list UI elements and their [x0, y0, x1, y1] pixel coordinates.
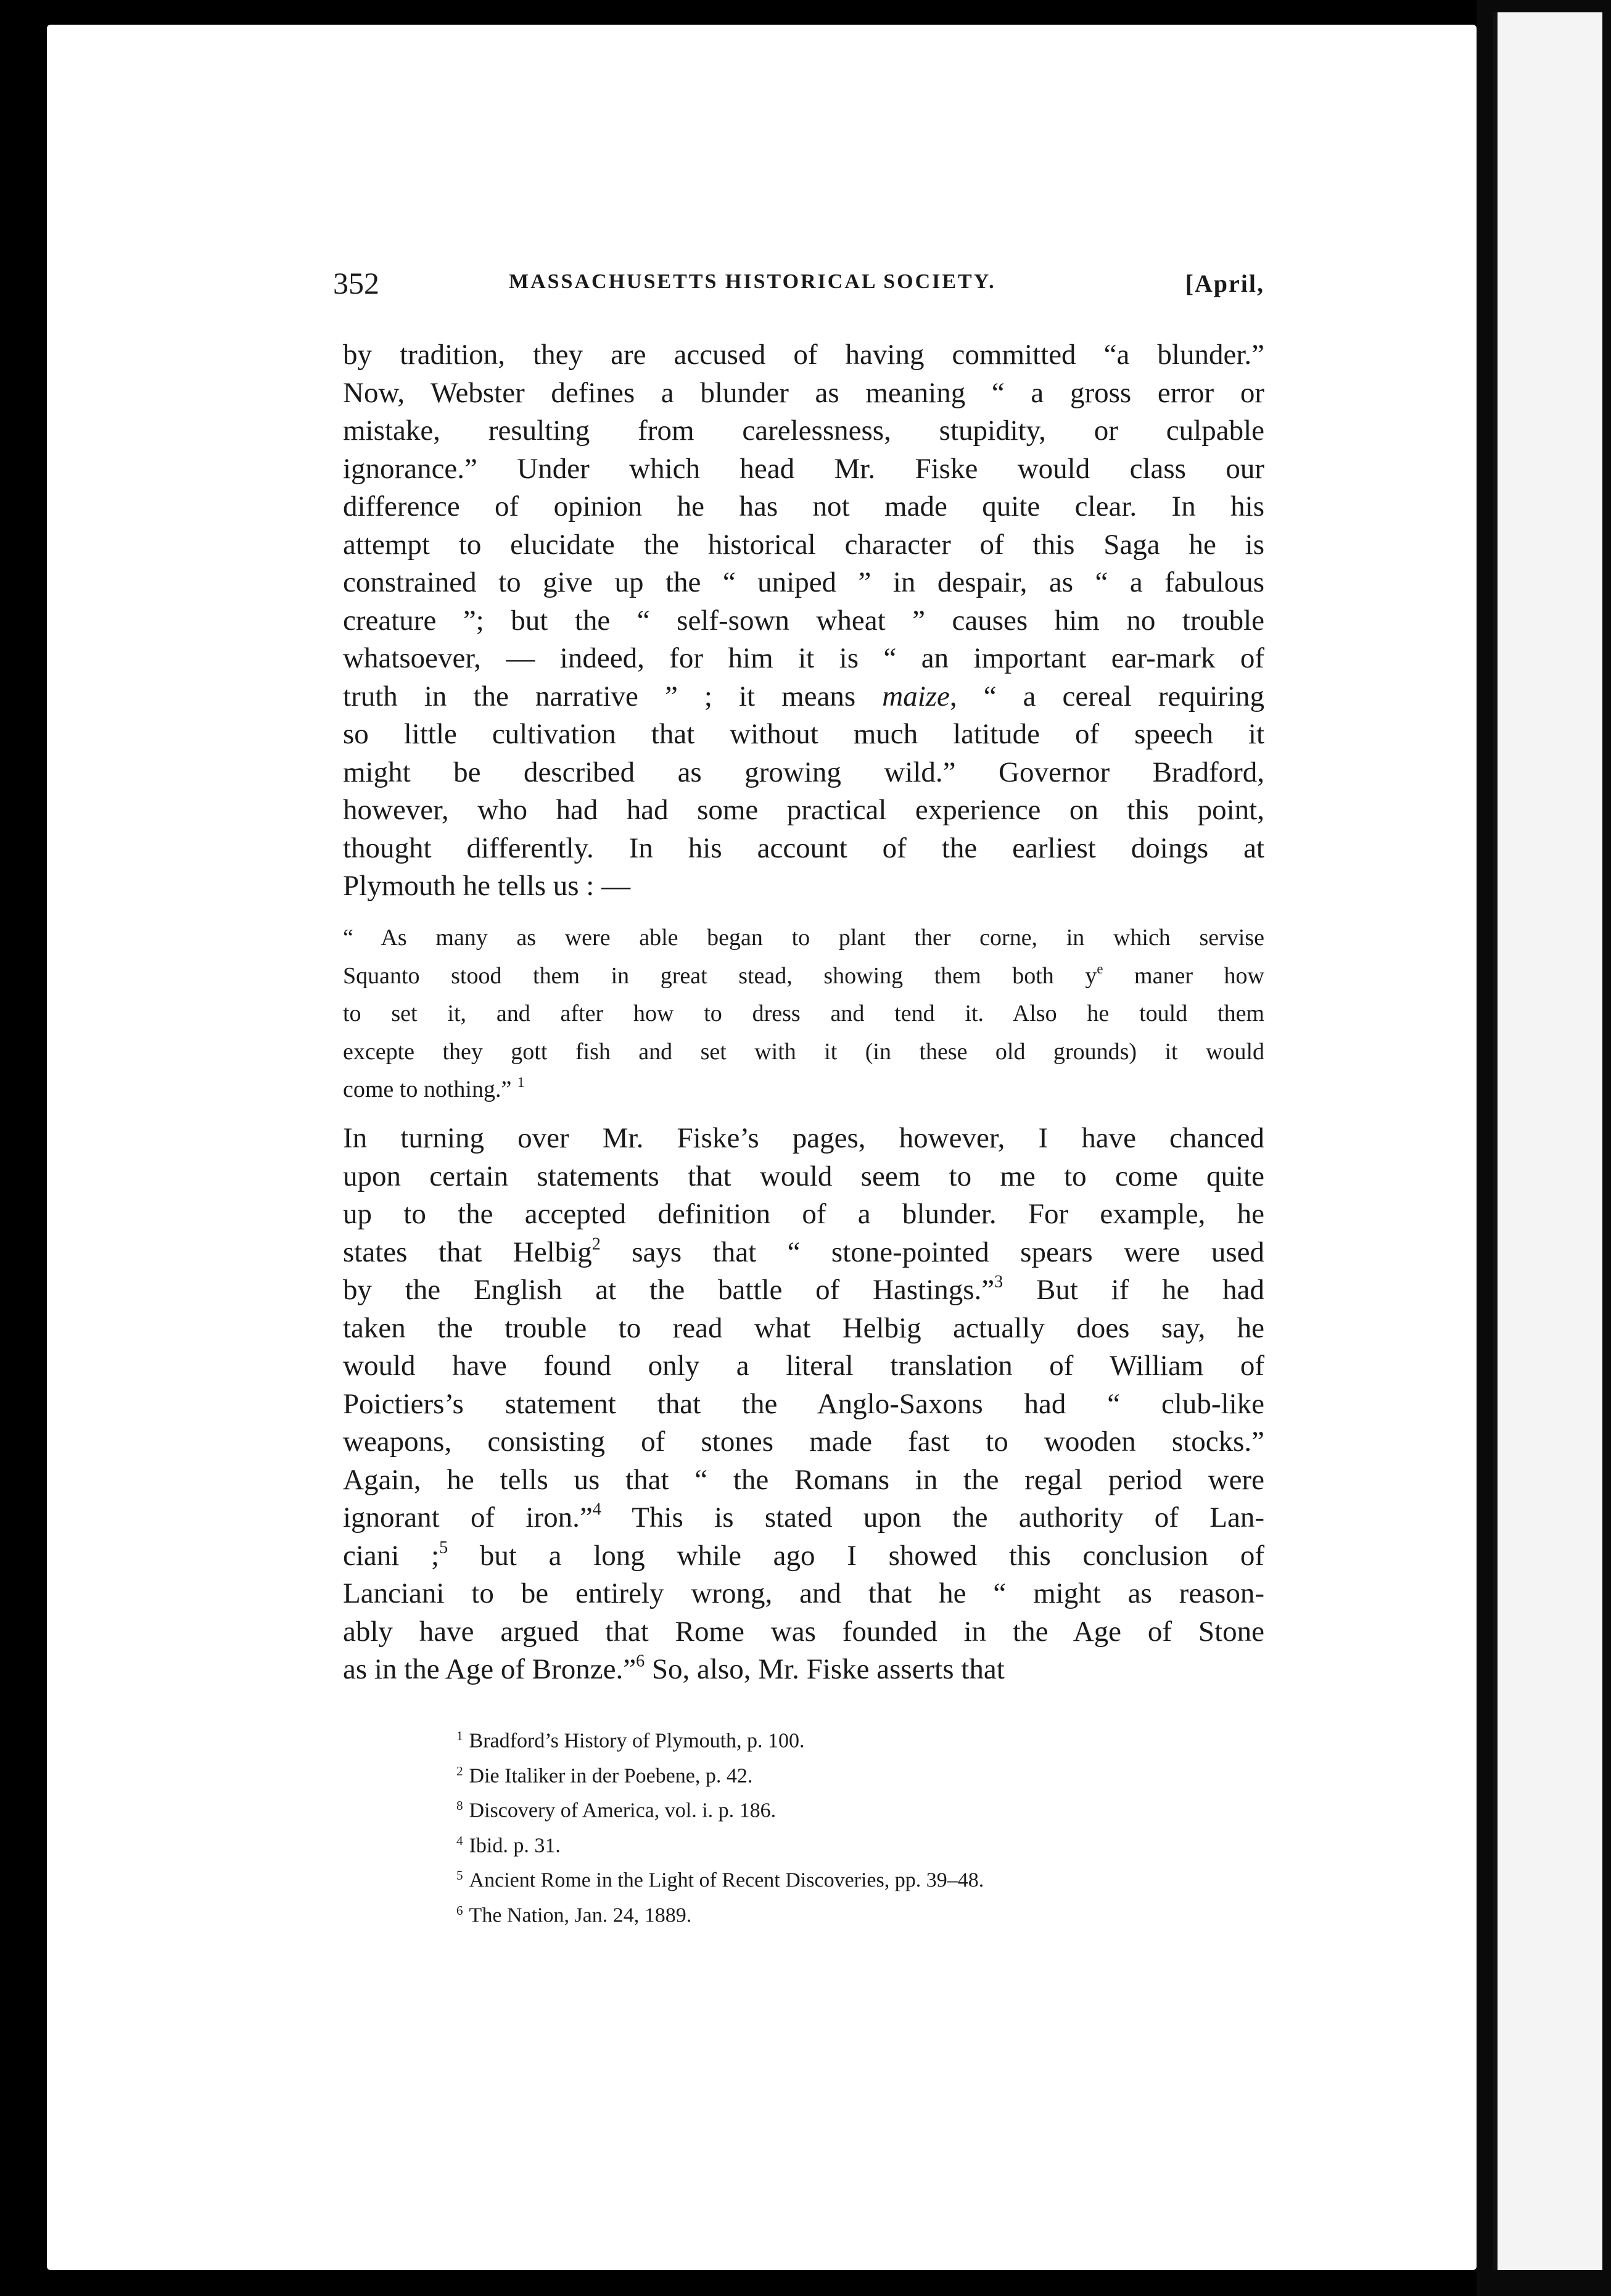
- text-line: In turning over Mr. Fiske’s pages, however, I have chanced: [343, 1122, 1264, 1154]
- text-line: Poictiers’s statement that the Anglo-Saxons had “ club-like: [343, 1387, 1264, 1420]
- text-run: , “ a cereal requiring: [949, 680, 1265, 712]
- quote-line: “ As many as were able began to plant ther corne, in which servise: [343, 925, 1264, 951]
- text-line: Plymouth he tells us : —: [343, 870, 631, 902]
- text-run: Squanto stood them in great stead, showing them both y: [343, 962, 1097, 989]
- text-line: attempt to elucidate the historical character of this Saga he is: [343, 528, 1264, 561]
- footnote-marker: 4: [592, 1500, 601, 1519]
- text-line: might be described as growing wild.” Governor Bradford,: [343, 756, 1264, 788]
- footnote: [456, 1756, 1258, 1791]
- footnote-number: 6: [456, 1902, 463, 1918]
- text-line: Lanciani to be entirely wrong, and that he “ might as reason-: [343, 1577, 1264, 1609]
- footnote-number: 1: [456, 1728, 463, 1743]
- running-date: [April,: [1185, 270, 1264, 297]
- text-line: up to the accepted definition of a blunder. For example, he: [343, 1198, 1264, 1230]
- text-run: but a long while ago I showed this conclusion of: [448, 1539, 1264, 1572]
- footnote-number: 8: [456, 1798, 463, 1814]
- text-line: by tradition, they are accused of having committed “a blunder.”: [343, 339, 1264, 371]
- block-quote: [343, 919, 1264, 1109]
- footnote: [456, 1791, 1258, 1826]
- text-line: ably have argued that Rome was founded in the Age of Stone: [343, 1615, 1264, 1648]
- text-run: by the English at the battle of Hastings.”: [343, 1274, 995, 1306]
- text-line: taken the trouble to read what Helbig actually does say, he: [343, 1311, 1264, 1344]
- footnotes: [456, 1721, 1258, 1931]
- text-run: maner how: [1103, 962, 1264, 989]
- paragraph-1: [343, 336, 1264, 906]
- text-line: [343, 1651, 1264, 1689]
- text-line: [343, 1234, 1264, 1272]
- running-head: [333, 265, 1264, 308]
- text-line: constrained to give up the “ uniped ” in despair, as “ a fabulous: [343, 566, 1264, 598]
- text-run: as in the Age of Bronze.”: [343, 1653, 637, 1685]
- text-run: come to nothing.”: [343, 1076, 517, 1102]
- footnote-text: Discovery of America, vol. i. p. 186.: [469, 1799, 777, 1822]
- italic-term: maize: [882, 680, 950, 712]
- text-run: states that Helbig: [343, 1236, 592, 1268]
- text-line: upon certain statements that would seem to me to come quite: [343, 1160, 1264, 1192]
- footnote-number: 5: [456, 1868, 463, 1883]
- footnote-text: Ancient Rome in the Light of Recent Discoveries, pp. 39–48.: [469, 1869, 984, 1892]
- text-line: Again, he tells us that “ the Romans in the regal period were: [343, 1463, 1264, 1496]
- text-run: says that “ stone-pointed spears were used: [600, 1236, 1264, 1268]
- text-line: whatsoever, — indeed, for him it is “ an important ear-mark of: [343, 642, 1264, 674]
- footnote-number: 2: [456, 1763, 463, 1778]
- text-line: [343, 1537, 1264, 1575]
- text-line: ignorance.” Under which head Mr. Fiske would class our: [343, 452, 1264, 485]
- text-line: [343, 678, 1264, 716]
- text-run: ciani ;: [343, 1539, 440, 1572]
- footnote-text: Ibid. p. 31.: [469, 1834, 561, 1857]
- footnote-marker: 5: [439, 1537, 448, 1557]
- footnote: [456, 1860, 1258, 1896]
- footnote: [456, 1721, 1258, 1756]
- text-line: mistake, resulting from carelessness, stupidity, or culpable: [343, 415, 1264, 447]
- text-run: This is stated upon the authority of Lan-: [601, 1501, 1264, 1534]
- text-line: creature ”; but the “ self-sown wheat ” causes him no trouble: [343, 604, 1264, 637]
- text-line: weapons, consisting of stones made fast to wooden stocks.”: [343, 1426, 1264, 1458]
- footnote-marker: e: [1097, 960, 1103, 977]
- footnote-number: 4: [456, 1833, 463, 1848]
- adjacent-page-edge: [1493, 12, 1602, 2270]
- text-line: Now, Webster defines a blunder as meaning “ a gross error or: [343, 376, 1264, 409]
- quote-line: to set it, and after how to dress and tend it. Also he tould them: [343, 1001, 1264, 1026]
- quote-line: [343, 1071, 1264, 1109]
- footnote-marker: 1: [517, 1075, 525, 1091]
- text-run: ignorant of iron.”: [343, 1501, 593, 1534]
- footnote-text: Bradford’s History of Plymouth, p. 100.: [469, 1729, 805, 1753]
- text-line: so little cultivation that without much latitude of speech it: [343, 718, 1264, 750]
- paragraph-2: [343, 1120, 1264, 1689]
- footnote: [456, 1826, 1258, 1861]
- footnote-text: Die Italiker in der Poebene, p. 42.: [469, 1764, 753, 1788]
- footnote-text: The Nation, Jan. 24, 1889.: [469, 1904, 692, 1927]
- footnote-marker: 2: [591, 1234, 601, 1253]
- text-line: [343, 1499, 1264, 1537]
- footnote-marker: 3: [994, 1272, 1003, 1292]
- text-line: would have found only a literal translation of William of: [343, 1350, 1264, 1382]
- text-run: truth in the narrative ” ; it means: [343, 680, 883, 712]
- quote-line: [343, 957, 1264, 996]
- footnote: [456, 1896, 1258, 1931]
- text-line: thought differently. In his account of the earliest doings at: [343, 832, 1264, 864]
- text-run: So, also, Mr. Fiske asserts that: [645, 1653, 1005, 1685]
- text-line: difference of opinion he has not made quite clear. In his: [343, 490, 1264, 522]
- text-line: however, who had had some practical experience on this point,: [343, 794, 1264, 826]
- text-run: But if he had: [1003, 1274, 1265, 1306]
- page-number: 352: [333, 266, 379, 300]
- text-line: [343, 1271, 1264, 1310]
- quote-line: excepte they gott fish and set with it (in these old grounds) it would: [343, 1038, 1264, 1065]
- footnote-marker: 6: [636, 1651, 645, 1671]
- running-title: MASSACHUSETTS HISTORICAL SOCIETY.: [509, 270, 996, 293]
